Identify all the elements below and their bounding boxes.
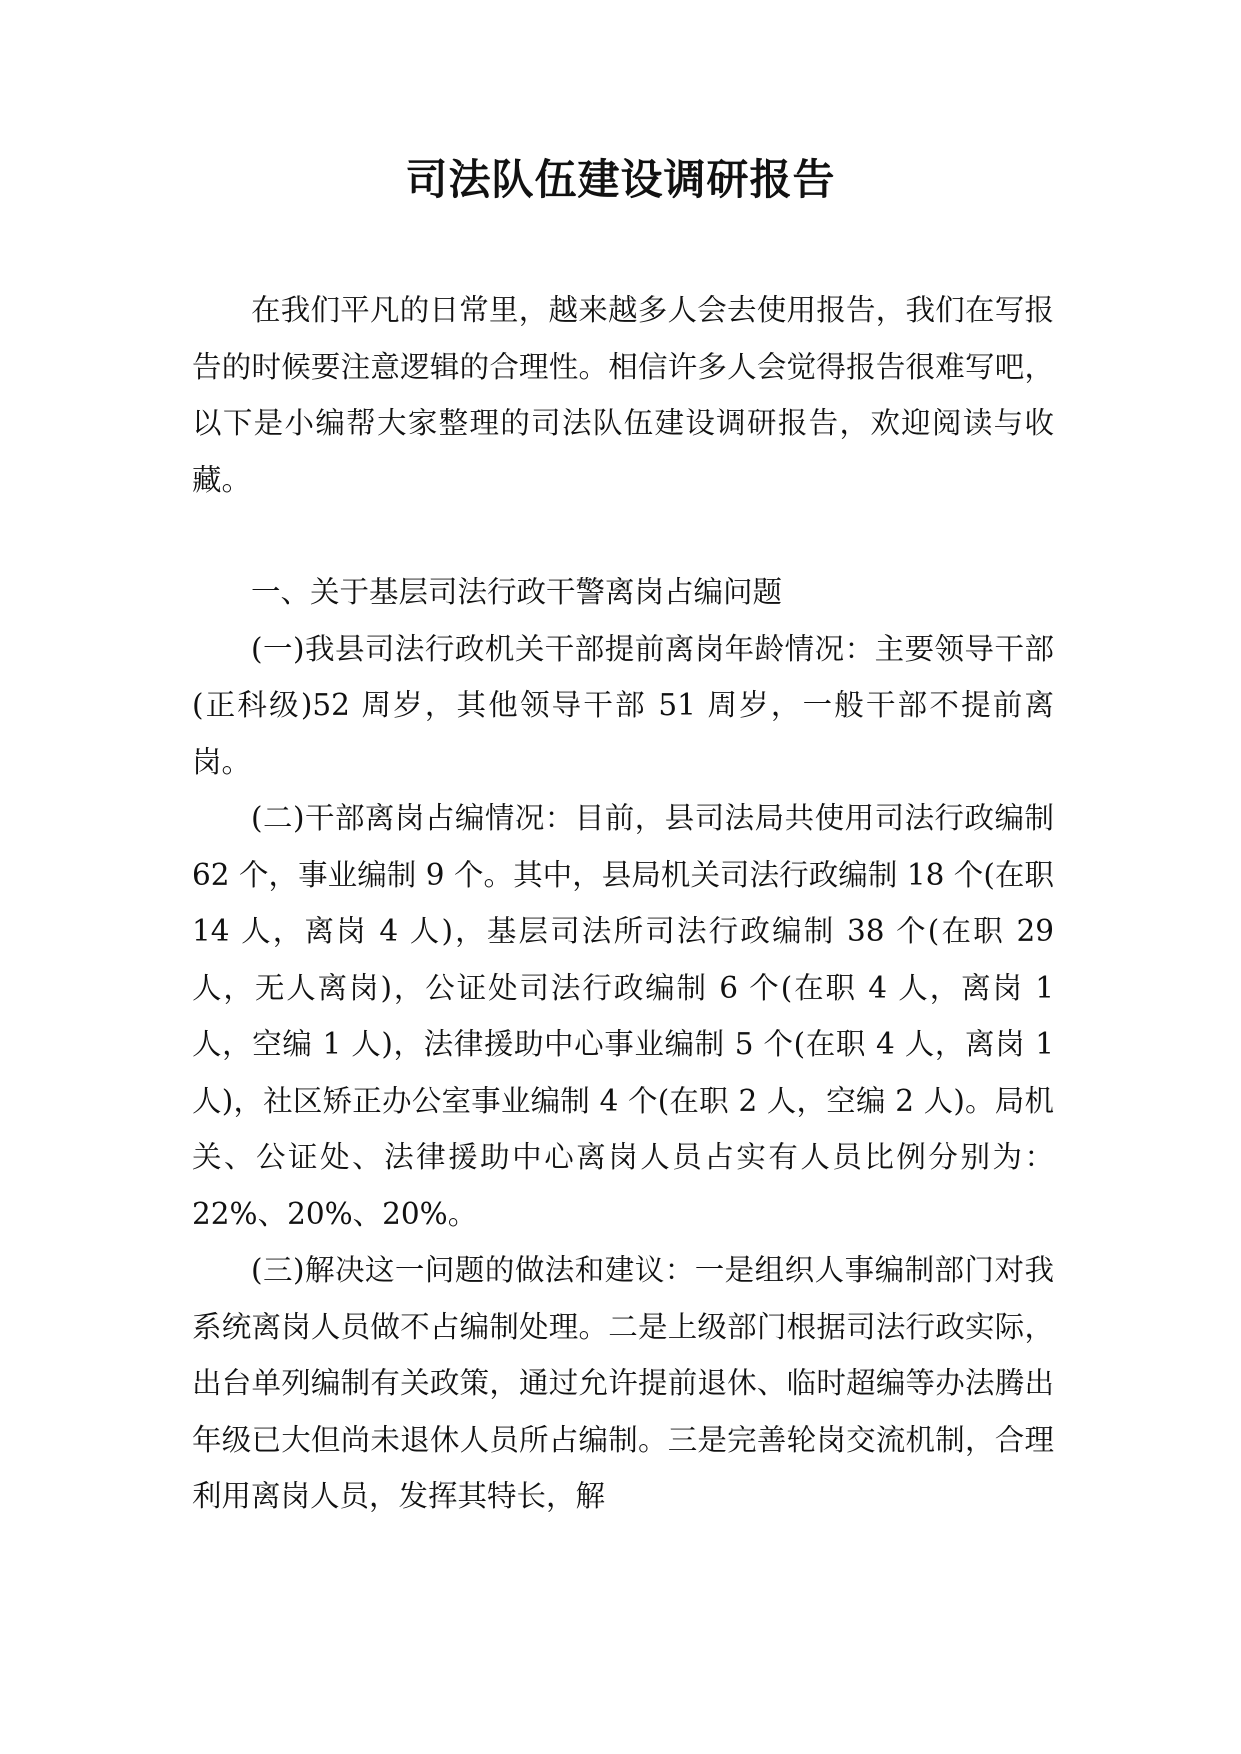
document-body — [192, 282, 1054, 1525]
page-title: 司法队伍建设调研报告 — [405, 155, 836, 204]
paragraph-staffing: (二)干部离岗占编情况：目前，县司法局共使用司法行政编制 62 个，事业编制 9 个。其中，县局机关司法行政编制 18 个(在职 14 人，离岗 4 人)，基层司法所司法行政编制 38 个(在职 29 人，无人离岗)，公证处司法行政编制 6 个(在职 4 人，离岗 1 人，空编 1 人)，法律援助中心事业编制 5 个(在职 4 人，离岗 1 人)，社区矫正办公室事业编制 4 个(在职 2 人，空编 2 人)。局机关、公证处、法律援助中心离岗人员占实有人员比例分别为：22%、20%、20%。 — [192, 801, 1054, 1231]
intro-paragraph: 在我们平凡的日常里，越来越多人会去使用报告，我们在写报告的时候要注意逻辑的合理性。相信许多人会觉得报告很难写吧，以下是小编帮大家整理的司法队伍建设调研报告，欢迎阅读与收藏。 — [192, 293, 1054, 497]
section-heading: 一、关于基层司法行政干警离岗占编问题 — [251, 575, 783, 609]
paragraph-retirement-age: (一)我县司法行政机关干部提前离岗年龄情况：主要领导干部(正科级)52 周岁，其他领导干部 51 周岁，一般干部不提前离岗。 — [192, 631, 1054, 779]
paragraph-suggestions: (三)解决这一问题的做法和建议：一是组织人事编制部门对我系统离岗人员做不占编制处理。二是上级部门根据司法行政实际，出台单列编制有关政策，通过允许提前退休、临时超编等办法腾出年级已大但尚未退休人员所占编制。三是完善轮岗交流机制，合理利用离岗人员，发挥其特长，解 — [192, 1253, 1054, 1513]
